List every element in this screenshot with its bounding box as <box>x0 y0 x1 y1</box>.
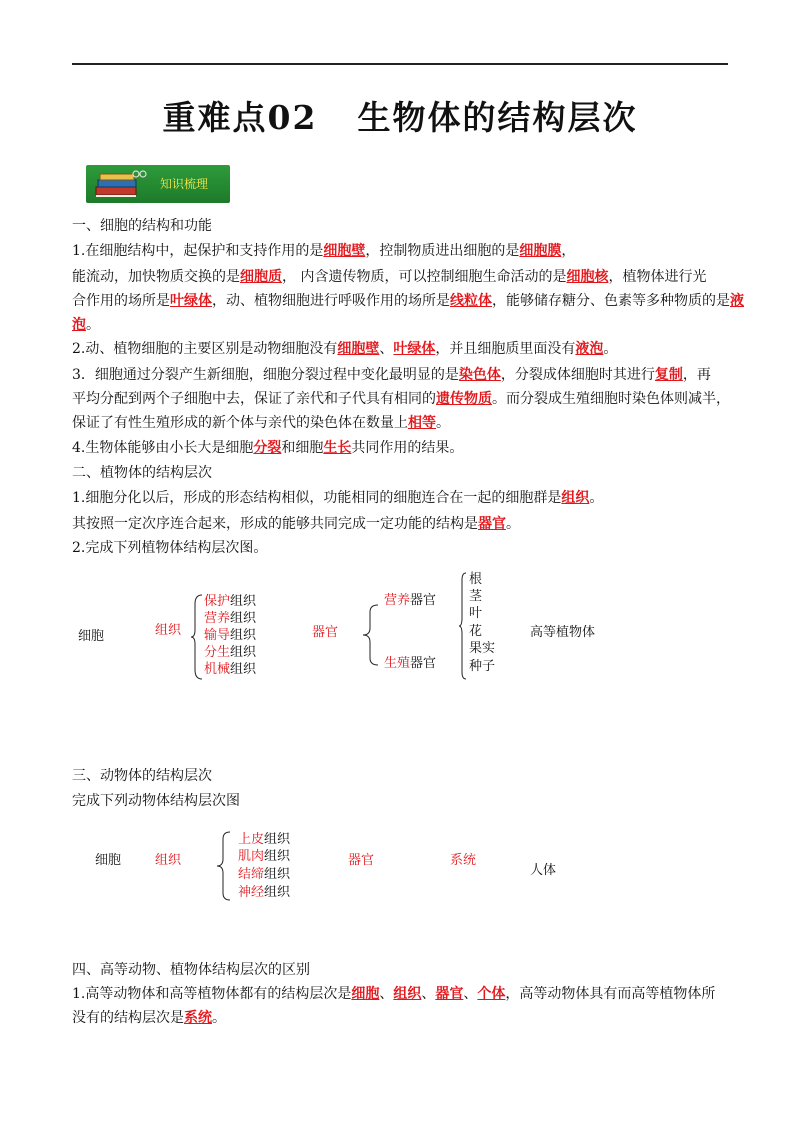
animal-tissue-item <box>238 831 290 848</box>
answer: 细胞壁 <box>337 341 380 357</box>
plant-cell-label: 细胞 <box>78 629 105 644</box>
plant-tissue-item <box>204 593 256 610</box>
text-run: 共同作用的结果。 <box>351 440 464 456</box>
books-icon <box>92 169 148 199</box>
text-run: 组织 <box>264 885 291 900</box>
answer: 个体 <box>477 986 506 1002</box>
text-run: 组织 <box>230 628 257 643</box>
plant-tissue-item <box>204 627 256 644</box>
plant-body-label: 高等植物体 <box>530 625 596 640</box>
answer: 液 <box>730 293 744 309</box>
text-run: ， <box>561 243 576 259</box>
brace-icon <box>190 594 204 680</box>
text-run: 肌肉 <box>238 849 265 864</box>
plant-organ-group <box>384 655 436 672</box>
paragraph <box>72 489 603 507</box>
text-run: 平均分配到两个子细胞中去，保证了亲代和子代具有相同的 <box>72 391 436 407</box>
animal-tissue-item <box>238 848 290 865</box>
text-run: 能流动，加快物质交换的是 <box>72 269 240 285</box>
text-run: 合作用的场所是 <box>72 293 170 309</box>
answer: 液泡 <box>575 341 604 357</box>
answer: 线粒体 <box>450 293 492 309</box>
text-run: ，高等动物体具有而高等植物体所 <box>505 986 716 1002</box>
answer: 组织 <box>561 490 590 506</box>
brace-icon <box>216 831 232 901</box>
section1-heading: 一、细胞的结构和功能 <box>72 218 212 234</box>
plant-tissue-item <box>204 610 256 627</box>
text-run: 。而分裂成生殖细胞时染色体则减半， <box>492 391 730 407</box>
paragraph <box>72 316 100 334</box>
answer: 叶绿体 <box>170 293 212 309</box>
text-run: 、 <box>379 341 394 357</box>
text-run: 。 <box>506 516 520 532</box>
text-run: 。 <box>589 490 604 506</box>
text-run: 生殖 <box>384 656 411 671</box>
plant-tissue-label: 组织 <box>155 623 182 638</box>
text-run: 3．细胞通过分裂产生新细胞，细胞分裂过程中变化最明显的是 <box>72 367 459 383</box>
text-run: 结缔 <box>238 867 265 882</box>
answer: 细胞膜 <box>519 243 562 259</box>
text-run: 组织 <box>264 867 291 882</box>
text-run: 。 <box>603 341 618 357</box>
answer: 器官 <box>435 986 464 1002</box>
text-run: 没有的结构层次是 <box>72 1010 184 1026</box>
paragraph <box>72 292 744 310</box>
paragraph <box>72 268 706 286</box>
plant-organ-item: 种子 <box>469 659 496 674</box>
plant-organ-item: 根 <box>469 572 483 587</box>
text-run: 器官 <box>410 593 437 608</box>
text-run: 组织 <box>230 645 257 660</box>
paragraph <box>72 439 463 457</box>
answer: 生长 <box>323 440 352 456</box>
text-run: ，再 <box>682 367 711 383</box>
answer: 染色体 <box>458 367 501 383</box>
paragraph <box>72 985 715 1003</box>
paragraph <box>72 390 730 408</box>
badge-label: 知识梳理 <box>160 177 209 191</box>
text-run: ，分裂成体细胞时其进行 <box>500 367 655 383</box>
text-run: 器官 <box>410 656 437 671</box>
paragraph <box>72 366 711 384</box>
answer: 细胞核 <box>566 269 609 285</box>
animal-tissue-item <box>238 866 290 883</box>
answer: 遗传物质 <box>436 391 492 407</box>
animal-cell-label: 细胞 <box>95 853 122 868</box>
text-run: 营养 <box>384 593 411 608</box>
answer: 分裂 <box>253 440 282 456</box>
text-run: 输导 <box>204 628 231 643</box>
text-run: 、 <box>379 986 394 1002</box>
paragraph <box>72 340 617 358</box>
paragraph: 完成下列动物体结构层次图 <box>72 793 240 809</box>
brace-icon <box>362 604 380 666</box>
paragraph <box>72 515 520 533</box>
text-run: 1.高等动物体和高等植物体都有的结构层次是 <box>72 986 352 1002</box>
text-run: 其按照一定次序连合起来，形成的能够共同完成一定功能的结构是 <box>72 516 478 532</box>
section3-heading: 三、动物体的结构层次 <box>72 768 212 784</box>
text-run: 保证了有性生殖形成的新个体与亲代的染色体在数量上 <box>72 415 408 431</box>
text-run: 。 <box>436 415 450 431</box>
text-run: 和细胞 <box>281 440 324 456</box>
paragraph: 2.完成下列植物体结构层次图。 <box>72 540 268 556</box>
plant-tissue-item <box>204 644 256 661</box>
text-run: 上皮 <box>238 832 265 847</box>
paragraph <box>72 1009 226 1027</box>
paragraph <box>72 242 575 260</box>
text-run: 组织 <box>264 832 291 847</box>
animal-system-label: 系统 <box>450 853 477 868</box>
text-run: 保护 <box>204 594 231 609</box>
text-run: 组织 <box>230 662 257 677</box>
animal-body-label: 人体 <box>530 863 557 878</box>
text-run: 组织 <box>230 611 257 626</box>
plant-organ-item: 茎 <box>469 589 483 604</box>
answer: 相等 <box>408 415 436 431</box>
brace-icon <box>458 572 468 680</box>
text-run: 1.在细胞结构中，起保护和支持作用的是 <box>72 243 324 259</box>
answer: 细胞质 <box>240 269 282 285</box>
text-run: 组织 <box>230 594 257 609</box>
answer: 复制 <box>654 367 683 383</box>
text-run: ， 内含遗传物质，可以控制细胞生命活动的是 <box>282 269 567 285</box>
text-run: ，动、植物细胞进行呼吸作用的场所是 <box>212 293 450 309</box>
text-run: 1.细胞分化以后，形成的形态结构相似，功能相同的细胞连合在一起的细胞群是 <box>72 490 562 506</box>
answer: 细胞壁 <box>323 243 366 259</box>
text-run: ，并且细胞质里面没有 <box>435 341 576 357</box>
page-title <box>0 92 800 139</box>
text-run: 分生 <box>204 645 231 660</box>
plant-organ-item: 果实 <box>469 641 496 656</box>
text-run: ，能够储存糖分、色素等多种物质的是 <box>492 293 730 309</box>
text-run: 机械 <box>204 662 231 677</box>
animal-tissue-label: 组织 <box>155 853 182 868</box>
text-run: 营养 <box>204 611 231 626</box>
answer: 系统 <box>184 1010 212 1026</box>
text-run: 。 <box>86 317 100 333</box>
plant-organ-item: 花 <box>469 624 483 639</box>
text-run: ，植物体进行光 <box>608 269 707 285</box>
animal-tissue-item <box>238 884 290 901</box>
text-run: 、 <box>421 986 436 1002</box>
answer: 组织 <box>393 986 422 1002</box>
text-run: ，控制物质进出细胞的是 <box>365 243 520 259</box>
animal-organ-label: 器官 <box>348 853 375 868</box>
answer: 细胞 <box>351 986 380 1002</box>
knowledge-badge <box>86 165 230 203</box>
plant-organ-group <box>384 592 436 609</box>
section2-heading: 二、植物体的结构层次 <box>72 465 212 481</box>
answer: 叶绿体 <box>393 341 436 357</box>
plant-organ-item: 叶 <box>469 606 483 621</box>
title-text: 生物体的结构层次 <box>357 98 638 137</box>
section4-heading: 四、高等动物、植物体结构层次的区别 <box>72 962 310 978</box>
title-code: 重难点02 <box>162 98 318 137</box>
paragraph <box>72 414 450 432</box>
text-run: 、 <box>463 986 478 1002</box>
text-run: 组织 <box>264 849 291 864</box>
plant-tissue-item <box>204 661 256 678</box>
top-rule <box>72 63 728 65</box>
plant-organ-label: 器官 <box>312 625 339 640</box>
answer: 泡 <box>72 317 86 333</box>
text-run: 神经 <box>238 885 265 900</box>
answer: 器官 <box>478 516 506 532</box>
text-run: 4.生物体能够由小长大是细胞 <box>72 440 254 456</box>
text-run: 。 <box>212 1010 226 1026</box>
text-run: 2.动、植物细胞的主要区别是动物细胞没有 <box>72 341 338 357</box>
